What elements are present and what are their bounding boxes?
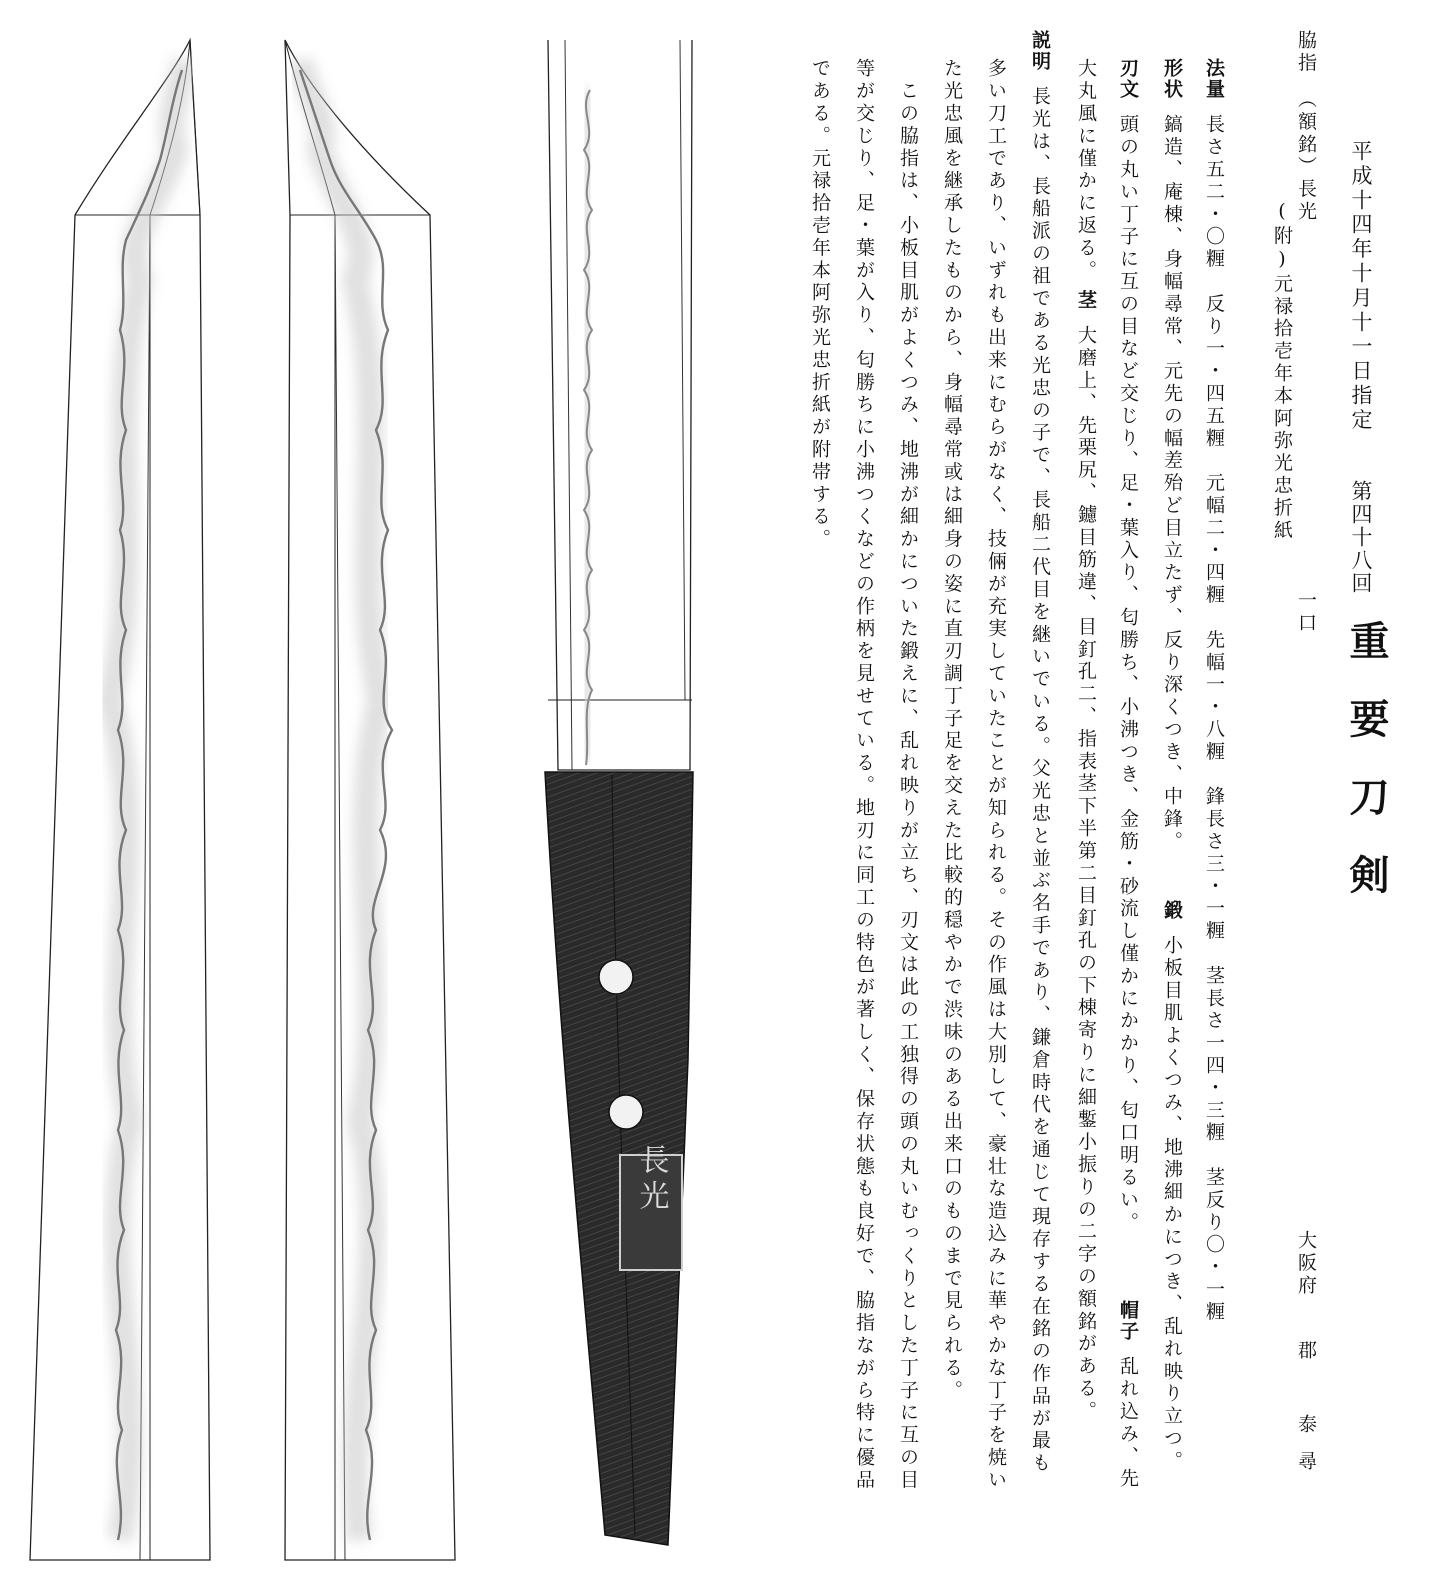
item-count: 一口 [1295, 590, 1317, 635]
section-text: 鎬造、庵棟、身幅尋常、元先の幅差殆ど目立たず、反り深くつき、中鋒。 [1161, 114, 1183, 854]
item-name: 脇指 [1295, 30, 1317, 75]
section-text: 頭の丸い丁子に互の目など交じり、足・葉入り、匂勝ち、小沸つき、金筋・砂流し僅かにかかり、匂口明るい。 [1117, 114, 1139, 1234]
tang-signature-text: 長光 [633, 1144, 669, 1216]
section-label: 説明 [1029, 30, 1051, 72]
attachment-line: (附)元禄拾壱年本阿弥光忠折紙 [1271, 200, 1293, 542]
section-label: 刃文 [1117, 58, 1139, 100]
section-label: 鍛 [1161, 900, 1183, 921]
section-text: 乱れ込み、先 [1117, 1356, 1139, 1491]
item-line [1296, 30, 1315, 223]
section-setsumei [1030, 30, 1049, 1475]
setsumei-line: た光忠風を継承したものから、身幅尋常或は細身の姿に直刃調丁子足を交えた比較的穏やかで渋味のある出来口のものまで見られる。 [941, 58, 963, 1402]
section-label: 茎 [1075, 290, 1097, 311]
smith-name: 長光 [1295, 178, 1317, 224]
section-text: 大磨上、先栗尻、鑢目筋違、目釘孔二、指表茎下半第二目釘孔の下棟寄りに細鏨小振りの二字の額銘がある。 [1075, 325, 1097, 1423]
boushi-continuation: 大丸風に僅かに返る。 [1075, 58, 1097, 282]
section-text: 長光は、長船派の祖である光忠の子で、長船二代目を継いでいる。父光忠と並ぶ名手であり、鎌倉時代を通じて現存する在銘の作品が最も [1029, 86, 1051, 1475]
page-title: 重要刀剣 [1343, 620, 1390, 932]
section-keijou [1162, 58, 1181, 853]
section-label: 形状 [1161, 58, 1183, 100]
setsumei-line: である。元禄拾壱年本阿弥光忠折紙が附帯する。 [809, 58, 831, 551]
designation-date: 平成十四年十月十一日指定 [1349, 140, 1373, 433]
owner-name: 郡 泰尋 [1295, 1340, 1317, 1488]
setsumei-line: 等が交じり、足・葉が入り、匂勝ちに小沸つくなどの作柄を見せている。地刃に同工の特色が著しく、保存状態も良好で、脇指ながら特に優品 [853, 58, 875, 1492]
session-number: 第四十八回 [1349, 480, 1373, 595]
section-nakago [1076, 290, 1095, 1423]
section-kitae [1162, 900, 1181, 1473]
section-text: 長さ五二・〇糎 反り一・四五糎 元幅二・四糎 先幅一・八糎 鋒長さ三・一糎 茎長さ一四・三糎 茎反り〇・一糎 [1203, 114, 1225, 1324]
section-label: 法量 [1203, 58, 1225, 100]
setsumei-line: この脇指は、小板目肌がよくつみ、地沸が細かについた鍛えに、乱れ映りが立ち、刃文は此の工独得の頭の丸いむっくりとした丁子に互の目 [897, 58, 919, 1492]
section-boushi [1118, 1300, 1137, 1490]
section-label: 帽子 [1117, 1300, 1139, 1342]
setsumei-line: 多い刀工であり、いずれも出来にむらがなく、技倆が充実していたことが知られる。その作風は大別して、豪壮な造込みに華やかな丁子を焼い [985, 58, 1007, 1492]
section-hamon [1118, 58, 1137, 1234]
section-houryou [1204, 58, 1223, 1324]
owner-prefecture: 大阪府 [1295, 1230, 1317, 1298]
mei-note: （額銘） [1295, 88, 1317, 179]
section-text: 小板目肌よくつみ、地沸細かにつき、乱れ映り立つ。 [1161, 935, 1183, 1473]
